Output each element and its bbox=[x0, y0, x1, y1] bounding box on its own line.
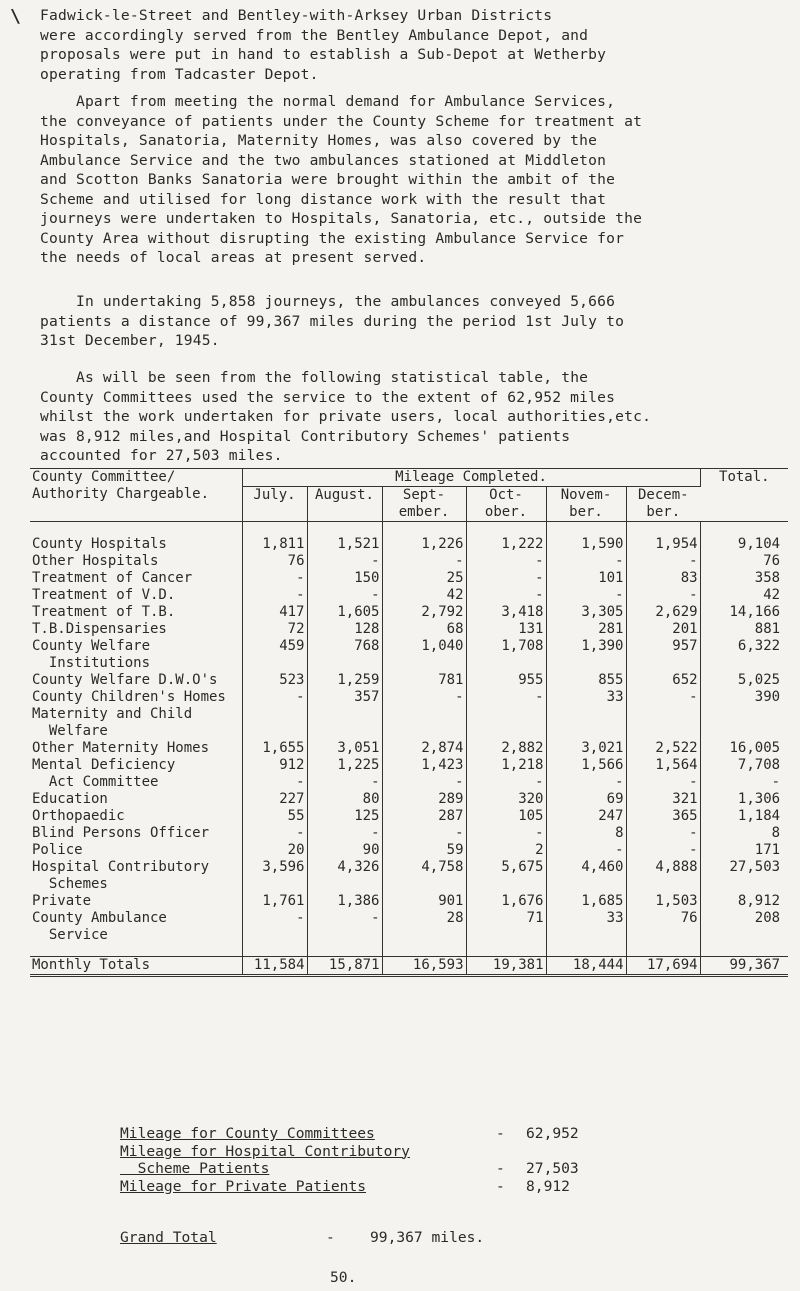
mileage-cell: 955 bbox=[466, 672, 546, 689]
row-label: Treatment of V.D. bbox=[30, 587, 242, 604]
mileage-cell: 1,040 bbox=[382, 638, 466, 672]
mileage-cell: 105 bbox=[466, 808, 546, 825]
grand-total-cell: 99,367 bbox=[700, 957, 788, 976]
summary-row bbox=[120, 1125, 720, 1143]
mileage-cell: 289 bbox=[382, 791, 466, 808]
mileage-cell: 72 bbox=[242, 621, 307, 638]
table-row bbox=[30, 536, 788, 553]
mileage-cell: - bbox=[546, 553, 626, 570]
row-label: Hospital Contributory Schemes bbox=[30, 859, 242, 893]
table-row bbox=[30, 553, 788, 570]
header-month: Decem- ber. bbox=[637, 487, 689, 520]
summary-label: Mileage for Hospital Contributory Scheme Patients bbox=[120, 1142, 410, 1177]
table-row bbox=[30, 893, 788, 910]
mileage-cell: 1,566 bbox=[546, 757, 626, 774]
mileage-cell: - bbox=[307, 587, 382, 604]
mileage-cell: 20 bbox=[242, 842, 307, 859]
mileage-cell: 247 bbox=[546, 808, 626, 825]
row-label: County Ambulance Service bbox=[30, 910, 242, 944]
mileage-cell: 652 bbox=[626, 672, 700, 689]
row-total-cell: 208 bbox=[754, 910, 781, 926]
mileage-cell: 1,521 bbox=[307, 536, 382, 553]
summary-row bbox=[120, 1178, 720, 1196]
mileage-cell: 320 bbox=[466, 791, 546, 808]
mileage-cell: 1,954 bbox=[626, 536, 700, 553]
row-total-cell: 8,912 bbox=[737, 893, 781, 909]
mileage-cell: 523 bbox=[242, 672, 307, 689]
mileage-summary-block bbox=[120, 1125, 720, 1247]
mileage-cell: 1,564 bbox=[626, 757, 700, 774]
mileage-cell: 1,222 bbox=[466, 536, 546, 553]
mileage-cell: 1,676 bbox=[466, 893, 546, 910]
mileage-cell: - bbox=[307, 825, 382, 842]
summary-row bbox=[120, 1143, 720, 1178]
paragraph-journeys: In undertaking 5,858 journeys, the ambulances conveyed 5,666 patients a distance of 99,367 miles during the period 1st July to 31st December, 1945. bbox=[40, 293, 625, 349]
row-label: T.B.Dispensaries bbox=[30, 621, 242, 638]
mileage-cell: - bbox=[307, 910, 382, 944]
mileage-cell: - bbox=[546, 774, 626, 791]
mileage-cell: 912 bbox=[242, 757, 307, 774]
paragraph-mileage-summary: As will be seen from the following statistical table, the County Committees used the service to the extent of 62,952 miles whilst the work undertaken for private users, local authorities,etc. was 8,912 miles,and Hospital Contributory Schemes' patients accounted for 27,503 miles. bbox=[40, 369, 652, 464]
mileage-cell: 1,225 bbox=[307, 757, 382, 774]
row-total-cell bbox=[700, 706, 788, 740]
mileage-cell bbox=[466, 706, 546, 740]
mileage-cell: 33 bbox=[546, 689, 626, 706]
row-label: Mental Deficiency bbox=[30, 757, 242, 774]
row-total-cell: 5,025 bbox=[737, 672, 781, 688]
mileage-cell: 1,226 bbox=[382, 536, 466, 553]
header-month: Sept- ember. bbox=[382, 487, 466, 522]
mileage-cell: 3,051 bbox=[307, 740, 382, 757]
mileage-cell: - bbox=[242, 910, 307, 944]
row-label: County Children's Homes bbox=[30, 689, 242, 706]
mileage-cell: 59 bbox=[382, 842, 466, 859]
header-mileage-completed: Mileage Completed. bbox=[242, 469, 700, 487]
mileage-cell: - bbox=[242, 825, 307, 842]
row-total-cell: 390 bbox=[754, 689, 781, 705]
row-total-cell: 7,708 bbox=[737, 757, 781, 773]
grand-total-value: 99,367 miles. bbox=[370, 1229, 485, 1246]
grand-total-dash: - bbox=[326, 1229, 335, 1246]
mileage-cell: - bbox=[466, 825, 546, 842]
mileage-cell: - bbox=[466, 570, 546, 587]
mileage-cell: - bbox=[466, 689, 546, 706]
table-row bbox=[30, 825, 788, 842]
row-label: Maternity and Child Welfare bbox=[30, 706, 242, 740]
mileage-cell: - bbox=[382, 553, 466, 570]
mileage-cell: 125 bbox=[307, 808, 382, 825]
header-month: July. bbox=[242, 487, 307, 522]
table-row bbox=[30, 740, 788, 757]
mileage-cell: - bbox=[546, 587, 626, 604]
mileage-cell: 459 bbox=[242, 638, 307, 672]
table-row bbox=[30, 774, 788, 791]
mileage-cell: - bbox=[242, 587, 307, 604]
monthly-total-cell: 18,444 bbox=[546, 957, 626, 976]
mileage-cell: 71 bbox=[466, 910, 546, 944]
table-row bbox=[30, 706, 788, 740]
mileage-cell: 1,503 bbox=[626, 893, 700, 910]
mileage-cell: - bbox=[307, 553, 382, 570]
table-row bbox=[30, 570, 788, 587]
table-row bbox=[30, 910, 788, 944]
table-row bbox=[30, 842, 788, 859]
row-label: Blind Persons Officer bbox=[30, 825, 242, 842]
mileage-cell: 1,655 bbox=[242, 740, 307, 757]
mileage-cell bbox=[626, 706, 700, 740]
mileage-cell: 1,390 bbox=[546, 638, 626, 672]
paragraph-county-scheme: Apart from meeting the normal demand for Ambulance Services, the conveyance of patients under the County Scheme for treatment at Hospitals, Sanatoria, Maternity Homes, was also covered by the Ambulance Service and the two ambulances stationed at Middleton and Scotton Banks Sanatoria were brought within the ambit of the Scheme and utilised for long distance work with the result that journeys were undertaken to Hospitals, Sanatoria, etc., outside the County Area without disrupting the existing Ambulance Service for the needs of local areas at present served. bbox=[40, 93, 643, 266]
mileage-cell: 1,259 bbox=[307, 672, 382, 689]
row-label: Other Maternity Homes bbox=[30, 740, 242, 757]
row-label: Orthopaedic bbox=[30, 808, 242, 825]
mileage-cell: 3,021 bbox=[546, 740, 626, 757]
mileage-cell: 25 bbox=[382, 570, 466, 587]
mileage-cell: 768 bbox=[307, 638, 382, 672]
mileage-cell bbox=[307, 706, 382, 740]
row-label: Police bbox=[30, 842, 242, 859]
row-label: Treatment of T.B. bbox=[30, 604, 242, 621]
grand-total-label: Grand Total bbox=[120, 1229, 217, 1246]
mileage-cell: 42 bbox=[382, 587, 466, 604]
summary-dash: - bbox=[496, 1125, 505, 1142]
mileage-cell: 4,460 bbox=[546, 859, 626, 893]
mileage-cell: - bbox=[466, 774, 546, 791]
header-month: Novem- ber. bbox=[546, 487, 626, 522]
mileage-cell: 33 bbox=[546, 910, 626, 944]
mileage-cell: 76 bbox=[626, 910, 700, 944]
mileage-cell: 417 bbox=[242, 604, 307, 621]
mileage-cell: 357 bbox=[307, 689, 382, 706]
paragraph-depots: Fadwick-le-Street and Bentley-with-Arksey Urban Districts were accordingly served from the Bentley Ambulance Depot, and proposals were put in hand to establish a Sub-Depot at Wetherby operating from Tadcaster Depot. bbox=[40, 7, 607, 83]
row-total-cell: - bbox=[771, 774, 781, 790]
row-label: Treatment of Cancer bbox=[30, 570, 242, 587]
monthly-total-cell: 16,593 bbox=[382, 957, 466, 976]
header-authority: County Committee/ Authority Chargeable. bbox=[30, 469, 242, 522]
mileage-cell: - bbox=[307, 774, 382, 791]
header-month: Oct- ober. bbox=[466, 487, 546, 522]
row-label: Private bbox=[30, 893, 242, 910]
mileage-cell: 2,882 bbox=[466, 740, 546, 757]
mileage-cell: 83 bbox=[626, 570, 700, 587]
mileage-cell: 128 bbox=[307, 621, 382, 638]
table-row bbox=[30, 621, 788, 638]
summary-dash: - bbox=[496, 1177, 505, 1195]
table-row bbox=[30, 689, 788, 706]
summary-value: 8,912 bbox=[526, 1177, 570, 1195]
row-total-cell: 27,503 bbox=[729, 859, 781, 875]
mileage-cell: 55 bbox=[242, 808, 307, 825]
mileage-cell: 3,596 bbox=[242, 859, 307, 893]
mileage-cell: 2 bbox=[466, 842, 546, 859]
mileage-cell: 321 bbox=[626, 791, 700, 808]
mileage-cell: 365 bbox=[626, 808, 700, 825]
mileage-table bbox=[30, 468, 788, 977]
page-number: 50. bbox=[330, 1269, 357, 1286]
corner-mark: \ bbox=[10, 6, 21, 27]
mileage-cell: - bbox=[626, 689, 700, 706]
table-row bbox=[30, 859, 788, 893]
mileage-cell: 1,386 bbox=[307, 893, 382, 910]
table-row bbox=[30, 604, 788, 621]
mileage-cell: 855 bbox=[546, 672, 626, 689]
mileage-cell: 1,423 bbox=[382, 757, 466, 774]
mileage-cell: 4,888 bbox=[626, 859, 700, 893]
table-row bbox=[30, 587, 788, 604]
row-label: Act Committee bbox=[30, 774, 242, 791]
mileage-cell: 90 bbox=[307, 842, 382, 859]
header-total: Total. bbox=[700, 469, 788, 522]
mileage-cell: 131 bbox=[466, 621, 546, 638]
mileage-cell: 281 bbox=[546, 621, 626, 638]
mileage-cell: - bbox=[466, 553, 546, 570]
mileage-cell bbox=[546, 706, 626, 740]
mileage-cell: 781 bbox=[382, 672, 466, 689]
mileage-cell: 901 bbox=[382, 893, 466, 910]
row-total-cell: 42 bbox=[763, 587, 781, 603]
mileage-cell: 101 bbox=[546, 570, 626, 587]
mileage-cell bbox=[242, 706, 307, 740]
summary-value: 27,503 bbox=[526, 1160, 579, 1177]
row-label: County Hospitals bbox=[30, 536, 242, 553]
row-total-cell: 16,005 bbox=[729, 740, 781, 756]
mileage-cell bbox=[382, 706, 466, 740]
header-month: August. bbox=[307, 487, 382, 522]
monthly-total-cell: 11,584 bbox=[242, 957, 307, 976]
table-row bbox=[30, 757, 788, 774]
mileage-cell: 76 bbox=[242, 553, 307, 570]
mileage-cell: 227 bbox=[242, 791, 307, 808]
grand-total-row bbox=[120, 1229, 720, 1247]
row-total-cell: 9,104 bbox=[737, 536, 781, 552]
table-row bbox=[30, 672, 788, 689]
mileage-cell: 1,590 bbox=[546, 536, 626, 553]
mileage-cell: 69 bbox=[546, 791, 626, 808]
row-total-cell: 6,322 bbox=[737, 638, 781, 654]
row-total-cell: 8 bbox=[771, 825, 781, 841]
mileage-cell: 1,708 bbox=[466, 638, 546, 672]
mileage-cell: 2,792 bbox=[382, 604, 466, 621]
mileage-cell: 150 bbox=[307, 570, 382, 587]
summary-label: Mileage for County Committees bbox=[120, 1125, 375, 1142]
mileage-cell: 8 bbox=[546, 825, 626, 842]
mileage-cell: 2,874 bbox=[382, 740, 466, 757]
table-row bbox=[30, 791, 788, 808]
mileage-cell: - bbox=[626, 825, 700, 842]
mileage-cell: 957 bbox=[626, 638, 700, 672]
summary-value: 62,952 bbox=[526, 1125, 579, 1142]
row-total-cell: 1,184 bbox=[737, 808, 781, 824]
row-label: County Welfare Institutions bbox=[30, 638, 242, 672]
monthly-total-cell: 15,871 bbox=[307, 957, 382, 976]
mileage-cell: 5,675 bbox=[466, 859, 546, 893]
monthly-total-cell: 17,694 bbox=[626, 957, 700, 976]
mileage-cell: 1,761 bbox=[242, 893, 307, 910]
mileage-cell: 2,522 bbox=[626, 740, 700, 757]
mileage-cell: 68 bbox=[382, 621, 466, 638]
mileage-cell: 1,685 bbox=[546, 893, 626, 910]
table-row bbox=[30, 808, 788, 825]
mileage-cell: - bbox=[382, 825, 466, 842]
mileage-cell: 4,758 bbox=[382, 859, 466, 893]
mileage-cell: 3,418 bbox=[466, 604, 546, 621]
row-total-cell: 171 bbox=[754, 842, 781, 858]
table-row bbox=[30, 638, 788, 672]
mileage-cell: - bbox=[242, 774, 307, 791]
mileage-cell: 287 bbox=[382, 808, 466, 825]
mileage-cell: - bbox=[626, 553, 700, 570]
mileage-cell: 1,218 bbox=[466, 757, 546, 774]
mileage-cell: 1,811 bbox=[242, 536, 307, 553]
mileage-cell: - bbox=[626, 774, 700, 791]
mileage-cell: 3,305 bbox=[546, 604, 626, 621]
mileage-cell: - bbox=[242, 570, 307, 587]
mileage-cell: 80 bbox=[307, 791, 382, 808]
mileage-cell: - bbox=[546, 842, 626, 859]
monthly-totals-label: Monthly Totals bbox=[30, 957, 242, 976]
monthly-totals-row bbox=[30, 957, 788, 976]
row-label: County Welfare D.W.O's bbox=[30, 672, 242, 689]
mileage-cell: 2,629 bbox=[626, 604, 700, 621]
monthly-total-cell: 19,381 bbox=[466, 957, 546, 976]
row-total-cell: 1,306 bbox=[737, 791, 781, 807]
mileage-cell: - bbox=[466, 587, 546, 604]
row-label: Other Hospitals bbox=[30, 553, 242, 570]
summary-label: Mileage for Private Patients bbox=[120, 1177, 367, 1195]
mileage-cell: 28 bbox=[382, 910, 466, 944]
mileage-cell: - bbox=[382, 689, 466, 706]
row-total-cell: 14,166 bbox=[729, 604, 781, 620]
mileage-cell: - bbox=[382, 774, 466, 791]
row-label: Education bbox=[30, 791, 242, 808]
mileage-cell: - bbox=[626, 842, 700, 859]
row-total-cell: 76 bbox=[763, 553, 781, 569]
row-total-cell: 881 bbox=[754, 621, 781, 637]
row-total-cell: 358 bbox=[754, 570, 781, 586]
mileage-cell: 201 bbox=[626, 621, 700, 638]
mileage-cell: - bbox=[626, 587, 700, 604]
summary-dash: - bbox=[496, 1160, 505, 1177]
mileage-cell: - bbox=[242, 689, 307, 706]
mileage-cell: 4,326 bbox=[307, 859, 382, 893]
mileage-cell: 1,605 bbox=[307, 604, 382, 621]
